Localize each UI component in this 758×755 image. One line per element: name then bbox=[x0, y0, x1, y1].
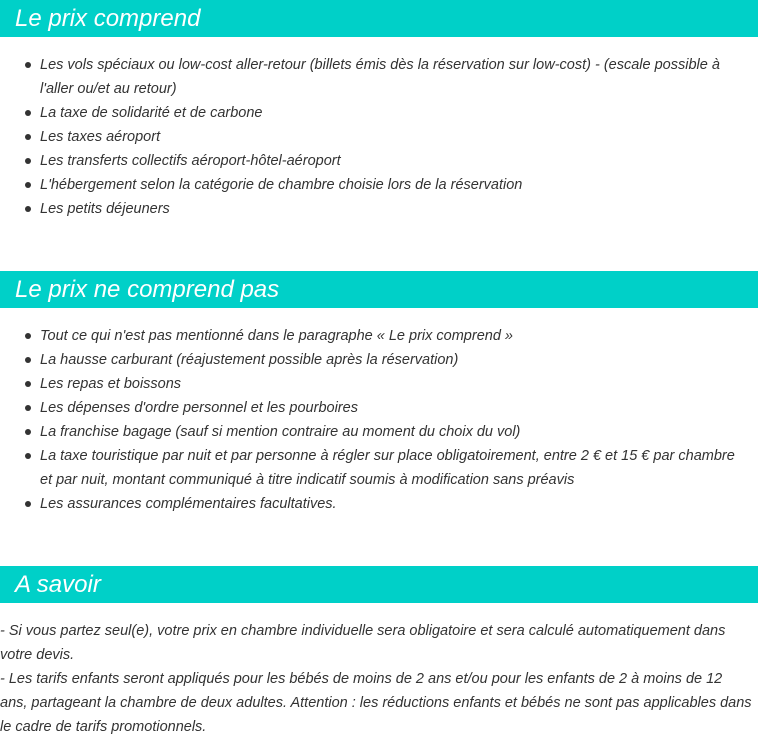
list-item bbox=[0, 444, 758, 492]
section-title-good-to-know: A savoir bbox=[0, 566, 758, 603]
bullet-icon bbox=[25, 405, 31, 411]
list-item bbox=[0, 197, 758, 221]
list-item-text: La taxe de solidarité et de carbone bbox=[40, 105, 263, 121]
bullet-icon bbox=[25, 182, 31, 188]
bullet-icon bbox=[25, 429, 31, 435]
list-item-text: Les transferts collectifs aéroport-hôtel-aéroport bbox=[40, 153, 341, 169]
list-item-text: Les assurances complémentaires facultatives. bbox=[40, 496, 337, 512]
good-to-know-text bbox=[0, 619, 758, 739]
section-title-not-included: Le prix ne comprend pas bbox=[0, 271, 758, 308]
bullet-icon bbox=[25, 62, 31, 68]
list-item-text: Les dépenses d'ordre personnel et les pourboires bbox=[40, 400, 358, 416]
list-item-text: Les vols spéciaux ou low-cost aller-retour (billets émis dès la réservation sur low-cost) - (escale possible à l'aller ou/et au retour) bbox=[40, 57, 720, 97]
bullet-icon bbox=[25, 357, 31, 363]
list-item bbox=[0, 348, 758, 372]
list-item bbox=[0, 396, 758, 420]
list-item bbox=[0, 492, 758, 516]
list-item-text: Les repas et boissons bbox=[40, 376, 182, 392]
info-paragraph: - Si vous partez seul(e), votre prix en chambre individuelle sera obligatoire et sera calculé automatiquement dans votre devis. bbox=[0, 623, 726, 663]
bullet-icon bbox=[25, 110, 31, 116]
section-title-included: Le prix comprend bbox=[0, 0, 758, 37]
list-item-text: L'hébergement selon la catégorie de chambre choisie lors de la réservation bbox=[40, 177, 523, 193]
list-item bbox=[0, 53, 758, 101]
list-item bbox=[0, 324, 758, 348]
list-item-text: La franchise bagage (sauf si mention contraire au moment du choix du vol) bbox=[40, 424, 521, 440]
bullet-icon bbox=[25, 134, 31, 140]
info-paragraph: - Les tarifs enfants seront appliqués pour les bébés de moins de 2 ans et/ou pour les enfants de 2 à moins de 12 ans, partageant la chambre de deux adultes. Attention : les réductions enfants et bébés ne sont pas applicables dans le cadre de tarifs promotionnels. bbox=[0, 671, 752, 735]
bullet-icon bbox=[25, 206, 31, 212]
included-list bbox=[0, 53, 758, 221]
list-item bbox=[0, 101, 758, 125]
bullet-icon bbox=[25, 501, 31, 507]
list-item-text: Les taxes aéroport bbox=[40, 129, 161, 145]
not-included-list bbox=[0, 324, 758, 516]
bullet-icon bbox=[25, 333, 31, 339]
list-item-text: La hausse carburant (réajustement possible après la réservation) bbox=[40, 352, 459, 368]
bullet-icon bbox=[25, 453, 31, 459]
bullet-icon bbox=[25, 158, 31, 164]
list-item-text: La taxe touristique par nuit et par personne à régler sur place obligatoirement, entre 2 € et 15 € par chambre et par nuit, montant communiqué à titre indicatif soumis à modification sans préavis bbox=[40, 448, 735, 488]
list-item-text: Tout ce qui n'est pas mentionné dans le paragraphe « Le prix comprend » bbox=[40, 328, 513, 344]
list-item bbox=[0, 125, 758, 149]
list-item bbox=[0, 149, 758, 173]
list-item bbox=[0, 173, 758, 197]
list-item bbox=[0, 420, 758, 444]
list-item-text: Les petits déjeuners bbox=[40, 201, 170, 217]
list-item bbox=[0, 372, 758, 396]
bullet-icon bbox=[25, 381, 31, 387]
